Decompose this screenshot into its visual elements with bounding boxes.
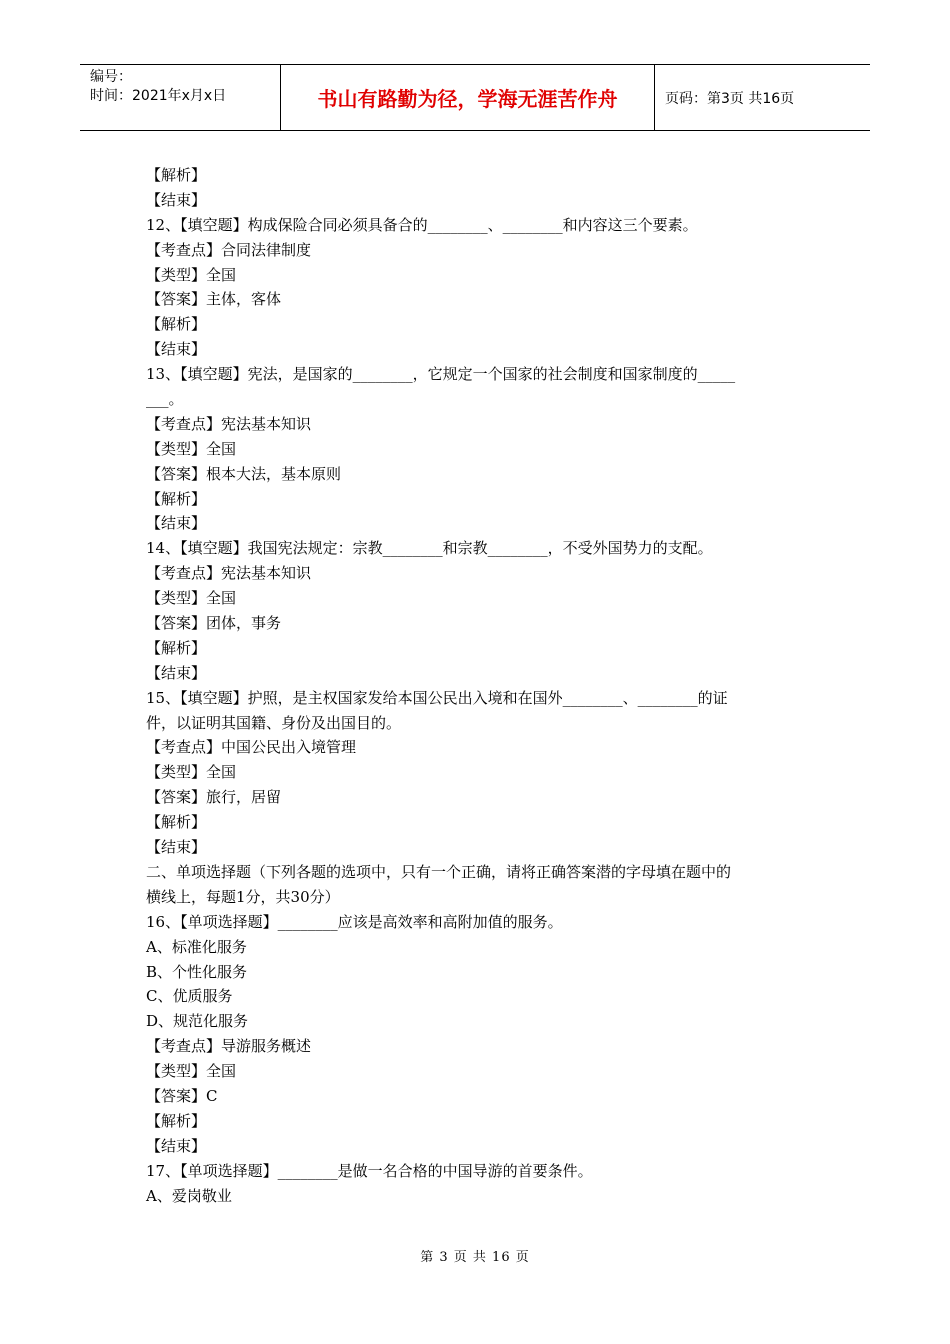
text-line: C、优质服务 <box>146 987 233 1006</box>
text-line: 【结束】 <box>146 838 207 857</box>
text-line: 【结束】 <box>146 663 207 682</box>
text-line: 【类型】全国 <box>146 1062 237 1081</box>
text-line: A、爱岗敬业 <box>146 1186 232 1205</box>
text-line: 【答案】团体，事务 <box>146 614 282 633</box>
text-line: 【考查点】合同法律制度 <box>146 240 312 259</box>
text-line: 【解析】 <box>146 1111 207 1130</box>
text-line: ___。 <box>146 390 184 409</box>
text-line: 13、【填空题】宪法，是国家的________，它规定一个国家的社会制度和国家制度的_____ <box>146 365 736 384</box>
text-line: 12、【填空题】构成保险合同必须具备合的________、________和内容这三个要素。 <box>146 215 698 234</box>
text-line: 【结束】 <box>146 340 207 359</box>
text-line: 【类型】全国 <box>146 265 237 284</box>
text-line: 【解析】 <box>146 489 207 508</box>
text-line: 件，以证明其国籍、身份及出国目的。 <box>146 713 402 732</box>
text-line: 15、【填空题】护照，是主权国家发给本国公民出入境和在国外________、________的证 <box>146 688 728 707</box>
text-line: 【类型】全国 <box>146 763 237 782</box>
document-number-label: 编号： <box>90 69 132 85</box>
text-line: 【答案】主体，客体 <box>146 290 282 309</box>
document-time-label: 时间：2021年x月x日 <box>90 88 227 104</box>
text-line: 【结束】 <box>146 514 207 533</box>
text-line: 【答案】旅行，居留 <box>146 788 282 807</box>
page-footer: 第 3 页 共 16 页 <box>420 1250 530 1265</box>
text-line: 【答案】C <box>146 1086 218 1105</box>
text-line: 【考查点】导游服务概述 <box>146 1037 312 1056</box>
text-line: 14、【填空题】我国宪法规定：宗教________和宗教________，不受外国势力的支配。 <box>146 539 713 558</box>
text-line: 【解析】 <box>146 166 207 184</box>
header-meta <box>80 65 281 130</box>
text-line: 16、【单项选择题】________应该是高效率和高附加值的服务。 <box>146 912 563 931</box>
document-body <box>146 163 811 1208</box>
text-line: D、规范化服务 <box>146 1012 249 1031</box>
text-line: A、标准化服务 <box>146 937 247 956</box>
text-line: 【结束】 <box>146 1136 207 1155</box>
text-line: 【考查点】中国公民出入境管理 <box>146 738 357 757</box>
text-line: 【考查点】宪法基本知识 <box>146 564 312 583</box>
header-page-info: 页码：第3页 共16页 <box>665 90 795 107</box>
text-line: 横线上，每题1分，共30分） <box>146 887 340 906</box>
header-motto: 书山有路勤为径，学海无涯苦作舟 <box>281 65 655 130</box>
text-line: 【解析】 <box>146 315 207 334</box>
text-line: 17、【单项选择题】________是做一名合格的中国导游的首要条件。 <box>146 1161 593 1180</box>
text-line: 【类型】全国 <box>146 589 237 608</box>
text-line: 【考查点】宪法基本知识 <box>146 414 312 433</box>
page-header <box>80 64 870 131</box>
text-line: 【答案】根本大法，基本原则 <box>146 464 342 483</box>
text-line: 【类型】全国 <box>146 439 237 458</box>
text-line: B、个性化服务 <box>146 962 248 981</box>
text-line: 二、单项选择题（下列各题的选项中，只有一个正确，请将正确答案潜的字母填在题中的 <box>146 862 732 881</box>
text-line: 【解析】 <box>146 638 207 657</box>
text-line: 【解析】 <box>146 813 207 832</box>
text-line: 【结束】 <box>146 190 207 209</box>
